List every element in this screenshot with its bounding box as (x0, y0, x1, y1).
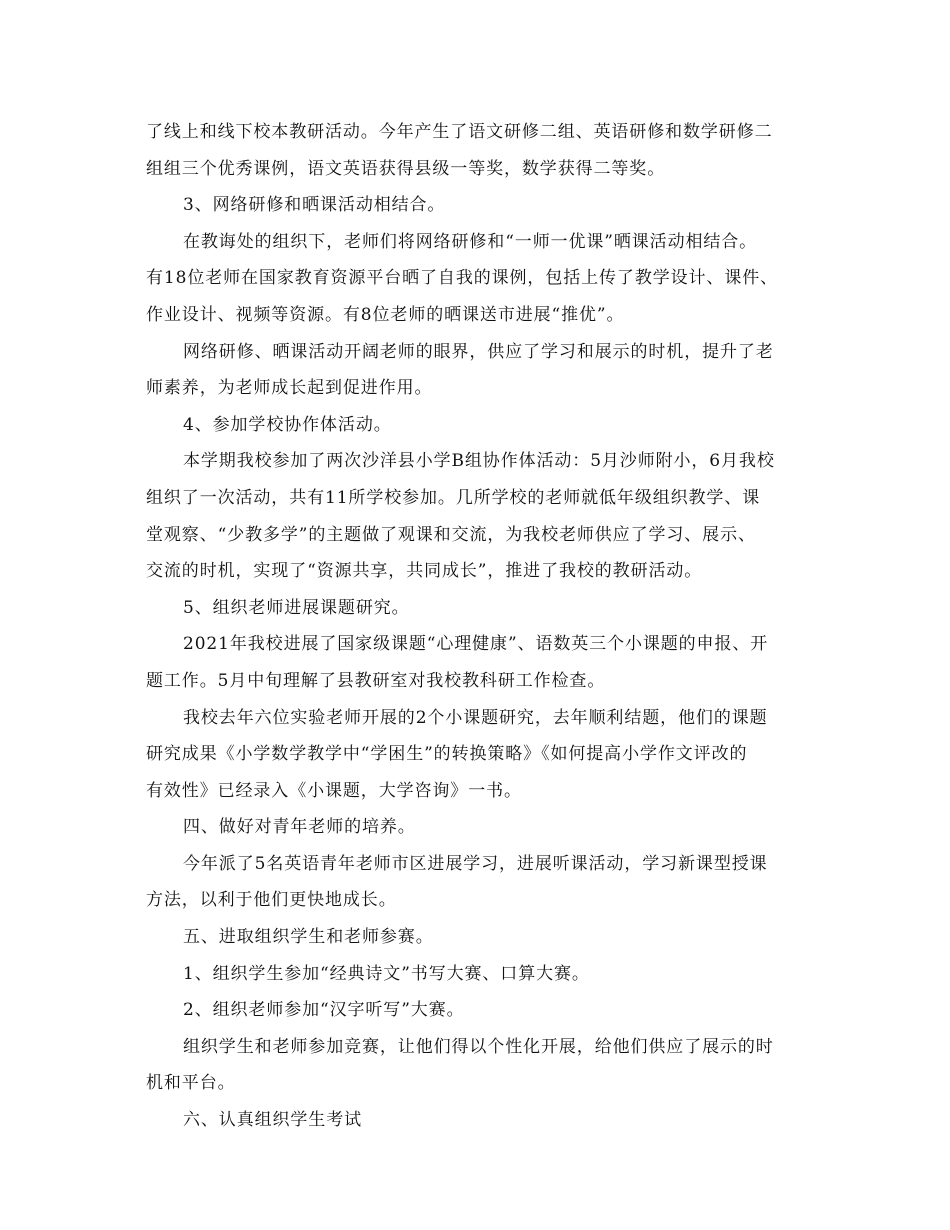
section-heading: 六、认真组织学生考试 (183, 1110, 362, 1131)
section-heading: 四、做好对青年老师的培养。 (183, 817, 416, 838)
text-line: 本学期我校参加了两次沙洋县小学B组协作体活动：5月沙师附小，6月我校 (183, 451, 775, 472)
section-heading: 五、进取组织学生和老师参赛。 (183, 927, 434, 948)
text-line: 堂观察、“少教多学”的主题做了观课和交流，为我校老师供应了学习、展示、 (146, 524, 756, 545)
text-line: 题工作。5月中旬理解了县教研室对我校教科研工作检查。 (146, 670, 606, 691)
section-heading: 3、网络研修和晒课活动相结合。 (183, 195, 446, 216)
text-line: 在教诲处的组织下，老师们将网络研修和“一师一优课”晒课活动相结合。 (183, 231, 758, 252)
text-line: 我校去年六位实验老师开展的2个小课题研究，去年顺利结题，他们的课题 (183, 707, 768, 728)
text-line: 方法，以利于他们更快地成长。 (146, 890, 397, 911)
text-line: 今年派了5名英语青年老师市区进展学习，进展听课活动，学习新课型授课 (183, 853, 768, 874)
text-line: 有18位老师在国家教育资源平台晒了自我的课例，包括上传了教学设计、课件、 (146, 268, 779, 289)
text-line: 有效性》已经录入《小课题，大学咨询》一书。 (146, 780, 522, 801)
document-body (146, 114, 810, 1139)
section-heading: 1、组织学生参加“经典诗文”书写大赛、口算大赛。 (183, 963, 590, 984)
section-heading: 2、组织老师参加“汉字听写”大赛。 (183, 1000, 465, 1021)
text-line: 研究成果《小学数学教学中“学困生”的转换策略》《如何提高小学作文评改的 (146, 744, 748, 765)
section-heading: 5、组织老师进展课题研究。 (183, 597, 410, 618)
text-line: 机和平台。 (146, 1073, 236, 1094)
text-line: 网络研修、晒课活动开阔老师的眼界，供应了学习和展示的时机，提升了老 (183, 341, 774, 362)
text-line: 师素养，为老师成长起到促进作用。 (146, 378, 433, 399)
text-line: 组织了一次活动，共有11所学校参加。几所学校的老师就低年级组织教学、课 (146, 487, 761, 508)
text-line: 组组三个优秀课例，语文英语获得县级一等奖，数学获得二等奖。 (146, 158, 666, 179)
text-line: 了线上和线下校本教研活动。今年产生了语文研修二组、英语研修和数学研修二 (146, 122, 773, 142)
text-line: 组织学生和老师参加竞赛，让他们得以个性化开展，给他们供应了展示的时 (183, 1036, 774, 1057)
text-line: 2021年我校进展了国家级课题“心理健康”、语数英三个小课题的申报、开 (183, 634, 769, 655)
section-heading: 4、参加学校协作体活动。 (183, 414, 392, 435)
text-line: 作业设计、视频等资源。有8位老师的晒课送市进展“推优”。 (146, 304, 625, 325)
text-line: 交流的时机，实现了“资源共享，共同成长”，推进了我校的教研活动。 (146, 561, 703, 582)
